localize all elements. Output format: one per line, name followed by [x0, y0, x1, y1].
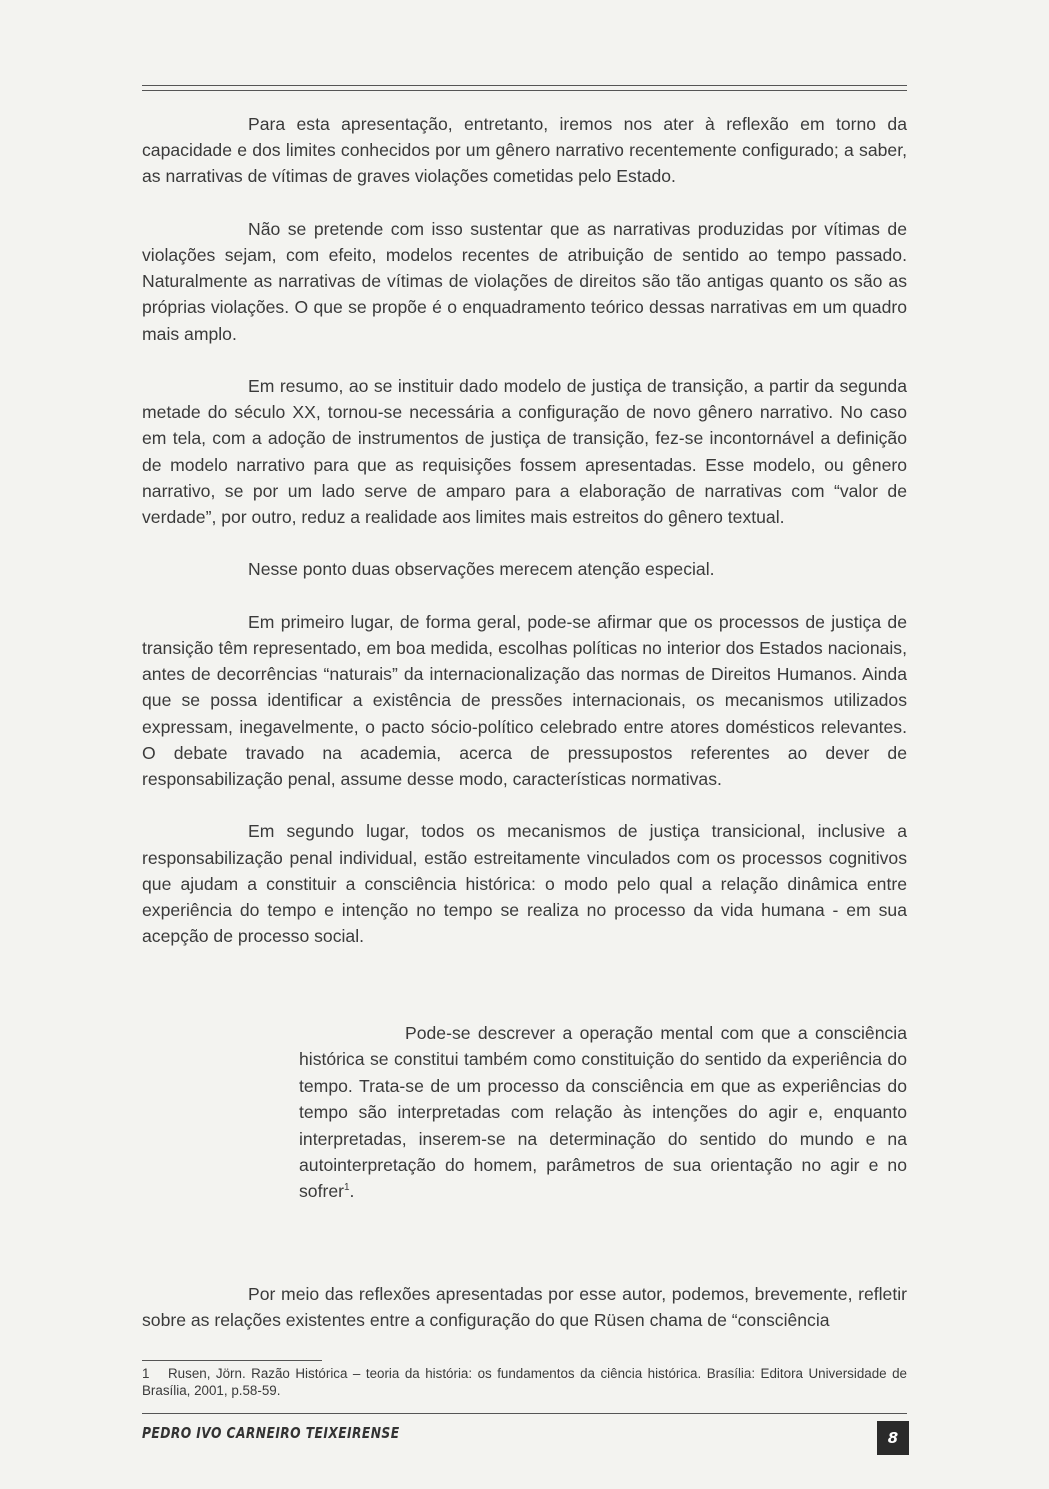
paragraph-3: Em resumo, ao se instituir dado modelo de justiça de transição, a partir da segunda metade do século XX, tornou-se necessária a configuração de novo gênero narrativo. No caso em tela, com a adoção de instrumentos de justiça de transição, fez-se incontornável a definição de modelo narrativo para que as requisições fossem apresentadas. Esse modelo, ou gênero narrativo, se por um lado serve de amparo para a elaboração de narrativas com “valor de verdade”, por outro, reduz a realidade aos limites mais estreitos do gênero textual.: [142, 376, 907, 528]
closing-text: [142, 1281, 907, 1333]
footnote-number: 1: [142, 1366, 150, 1381]
block-quote-text: Pode-se descrever a operação mental com que a consciência histórica se constitui também como constituição do sentido da experiência do tempo. Trata-se de um processo da consciência em que as experiências do tempo são interpretadas com relação às intenções do agir e, enquanto interpretadas, inserem-se na determinação do sentido do mundo e na autointerpretação do homem, parâmetros de sua orientação no agir e no sofrer: [299, 1023, 907, 1202]
closing-paragraph: Por meio das reflexões apresentadas por esse autor, podemos, brevemente, refletir sobre as relações existentes entre a configuração do que Rüsen chama de “consciência: [142, 1284, 907, 1331]
paragraph-4: Nesse ponto duas observações merecem atenção especial.: [248, 559, 715, 580]
footer-author: PEDRO IVO CARNEIRO TEIXEIRENSE: [142, 1424, 400, 1442]
page-number-badge: 8: [877, 1421, 909, 1455]
paragraph-5: Em primeiro lugar, de forma geral, pode-se afirmar que os processos de justiça de transição têm representado, em boa medida, escolhas políticas no interior dos Estados nacionais, antes de decorrências “naturais” da internacionalização das normas de Direitos Humanos. Ainda que se possa identificar a existência de pressões internacionais, os mecanismos utilizados expressam, inegavelmente, o pacto sócio-político celebrado entre atores domésticos relevantes. O debate travado na academia, acerca de pressupostos referentes ao dever de responsabilização penal, assume desse modo, características normativas.: [142, 611, 907, 790]
block-quote-paragraph: [299, 1020, 907, 1205]
paragraph-2: Não se pretende com isso sustentar que as narrativas produzidas por vítimas de violações sejam, com efeito, modelos recentes de atribuição de sentido ao tempo passado. Naturalmente as narrativas de vítimas de violações de direitos são tão antigas quanto os são as próprias violações. O que se propõe é o enquadramento teórico dessas narrativas em um quadro mais amplo.: [142, 218, 907, 344]
footnote-reference[interactable]: 1: [343, 1182, 350, 1194]
block-quote-end: .: [349, 1181, 355, 1202]
block-quote: [299, 1020, 907, 1205]
header-double-rule: [142, 85, 907, 91]
paragraph-1: Para esta apresentação, entretanto, iremos nos ater à reflexão em torno da capacidade e dos limites conhecidos por um gênero narrativo recentemente configurado; a saber, as narrativas de vítimas de graves violações cometidas pelo Estado.: [142, 114, 907, 187]
footnote-separator: [142, 1360, 322, 1361]
footnote: [142, 1365, 907, 1399]
footnote-text: Rusen, Jörn. Razão Histórica – teoria da história: os fundamentos da ciência histórica. Brasília: Editora Universidade de Brasília, 2001, p.58-59.: [142, 1366, 907, 1398]
footer-rule: [142, 1413, 907, 1414]
body-text: [142, 111, 907, 976]
paragraph-6: Em segundo lugar, todos os mecanismos de justiça transicional, inclusive a responsabilização penal individual, estão estreitamente vinculados com os processos cognitivos que ajudam a constituir a consciência histórica: o modo pelo qual a relação dinâmica entre experiência do tempo e intenção no tempo se realiza no processo da vida humana - em sua acepção de processo social.: [142, 821, 907, 947]
